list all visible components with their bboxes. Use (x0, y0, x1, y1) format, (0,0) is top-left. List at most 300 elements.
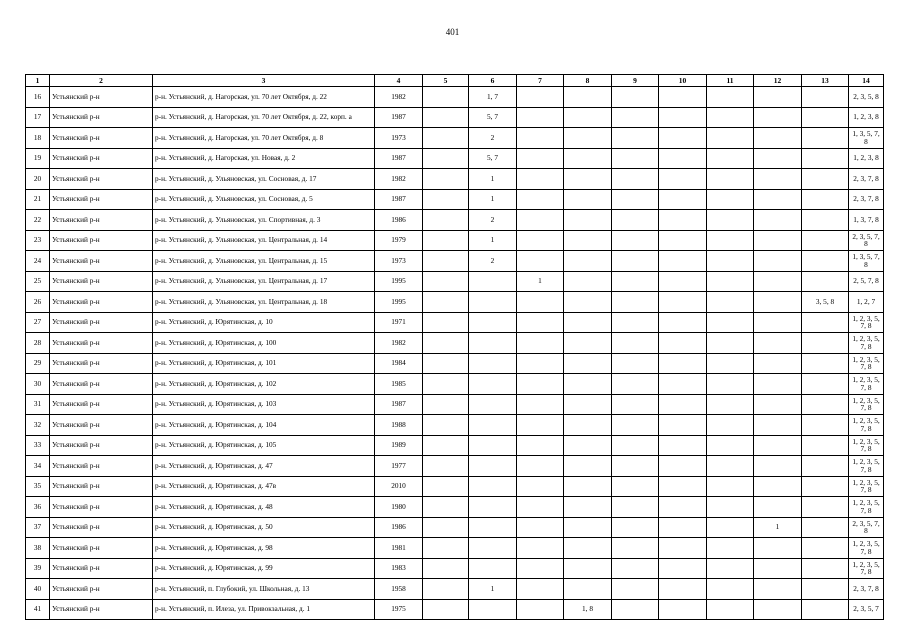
table-cell-col-14: 1, 2, 3, 5, 7, 8 (849, 333, 884, 354)
table-cell-col-6: 1 (469, 230, 517, 251)
table-cell-col-2: Устьянский р-н (50, 87, 153, 108)
table-cell-col-3: р-н. Устьянский, д. Юрятинская, д. 105 (153, 435, 375, 456)
table-cell-col-9 (612, 169, 659, 190)
table-cell-col-4: 1982 (375, 333, 423, 354)
table-row (26, 251, 884, 272)
table-cell-col-4: 1987 (375, 148, 423, 169)
table-cell-col-1: 40 (26, 579, 50, 600)
table-cell-col-10 (659, 251, 707, 272)
table-cell-col-13 (802, 497, 849, 518)
column-header-7: 7 (517, 75, 564, 87)
table-cell-col-2: Устьянский р-н (50, 415, 153, 436)
table-cell-col-10 (659, 169, 707, 190)
table-cell-col-7 (517, 456, 564, 477)
table-cell-col-13 (802, 230, 849, 251)
table-cell-col-9 (612, 476, 659, 497)
table-cell-col-8 (564, 517, 612, 538)
table-cell-col-5 (423, 353, 469, 374)
table-cell-col-11 (707, 456, 754, 477)
table-cell-col-5 (423, 107, 469, 128)
table-row (26, 579, 884, 600)
table-cell-col-3: р-н. Устьянский, д. Юрятинская, д. 104 (153, 415, 375, 436)
table-cell-col-13 (802, 210, 849, 231)
table-cell-col-8 (564, 374, 612, 395)
table-cell-col-14: 1, 2, 3, 5, 7, 8 (849, 374, 884, 395)
table-cell-col-6 (469, 394, 517, 415)
table-cell-col-8 (564, 497, 612, 518)
table-cell-col-14: 1, 3, 5, 7, 8 (849, 128, 884, 149)
table-cell-col-12 (754, 497, 802, 518)
table-cell-col-4: 1973 (375, 251, 423, 272)
table-cell-col-11 (707, 333, 754, 354)
table-cell-col-3: р-н. Устьянский, д. Юрятинская, д. 98 (153, 538, 375, 559)
table-cell-col-6 (469, 312, 517, 333)
table-cell-col-1: 37 (26, 517, 50, 538)
table-cell-col-4: 1971 (375, 312, 423, 333)
table-cell-col-11 (707, 538, 754, 559)
table-cell-col-14: 2, 5, 7, 8 (849, 271, 884, 292)
table-cell-col-1: 39 (26, 558, 50, 579)
table-cell-col-9 (612, 456, 659, 477)
table-cell-col-10 (659, 230, 707, 251)
table-cell-col-6 (469, 517, 517, 538)
table-cell-col-2: Устьянский р-н (50, 271, 153, 292)
table-cell-col-5 (423, 538, 469, 559)
table-cell-col-3: р-н. Устьянский, д. Ульяновская, ул. Центральная, д. 18 (153, 292, 375, 313)
table-cell-col-5 (423, 312, 469, 333)
table-cell-col-11 (707, 87, 754, 108)
table-cell-col-13 (802, 579, 849, 600)
table-cell-col-7 (517, 189, 564, 210)
table-cell-col-1: 18 (26, 128, 50, 149)
table-cell-col-1: 25 (26, 271, 50, 292)
table-cell-col-12 (754, 394, 802, 415)
table-cell-col-9 (612, 517, 659, 538)
table-cell-col-1: 28 (26, 333, 50, 354)
table-cell-col-6: 2 (469, 128, 517, 149)
table-cell-col-7 (517, 353, 564, 374)
table-cell-col-4: 1981 (375, 538, 423, 559)
table-cell-col-12 (754, 374, 802, 395)
table-cell-col-3: р-н. Устьянский, д. Ульяновская, ул. Центральная, д. 14 (153, 230, 375, 251)
table-cell-col-5 (423, 497, 469, 518)
table-cell-col-14: 1, 2, 3, 5, 7, 8 (849, 476, 884, 497)
table-cell-col-6 (469, 599, 517, 620)
table-cell-col-5 (423, 415, 469, 436)
table-cell-col-3: р-н. Устьянский, д. Нагорская, ул. 70 лет Октября, д. 22, корп. а (153, 107, 375, 128)
table-cell-col-4: 1975 (375, 599, 423, 620)
table-cell-col-7 (517, 374, 564, 395)
table-body (26, 87, 884, 620)
column-header-5: 5 (423, 75, 469, 87)
table-cell-col-9 (612, 333, 659, 354)
table-cell-col-12 (754, 210, 802, 231)
table-cell-col-4: 1987 (375, 107, 423, 128)
table-cell-col-14: 1, 2, 3, 8 (849, 107, 884, 128)
table-cell-col-1: 27 (26, 312, 50, 333)
table-cell-col-5 (423, 599, 469, 620)
table-cell-col-4: 1988 (375, 415, 423, 436)
table-cell-col-13 (802, 251, 849, 272)
table-cell-col-13 (802, 128, 849, 149)
table-cell-col-4: 1987 (375, 394, 423, 415)
table-cell-col-6 (469, 353, 517, 374)
table-cell-col-3: р-н. Устьянский, д. Юрятинская, д. 103 (153, 394, 375, 415)
table-cell-col-2: Устьянский р-н (50, 292, 153, 313)
table-cell-col-1: 24 (26, 251, 50, 272)
table-cell-col-8 (564, 128, 612, 149)
table-cell-col-13 (802, 517, 849, 538)
table-cell-col-4: 1986 (375, 210, 423, 231)
table-cell-col-4: 1958 (375, 579, 423, 600)
column-header-9: 9 (612, 75, 659, 87)
table-cell-col-2: Устьянский р-н (50, 435, 153, 456)
table-cell-col-2: Устьянский р-н (50, 374, 153, 395)
table-header-row (26, 75, 884, 87)
table-cell-col-9 (612, 230, 659, 251)
table-cell-col-14: 1, 2, 3, 5, 7, 8 (849, 353, 884, 374)
table-cell-col-11 (707, 107, 754, 128)
table-cell-col-2: Устьянский р-н (50, 128, 153, 149)
table-cell-col-9 (612, 312, 659, 333)
table-cell-col-10 (659, 538, 707, 559)
table-cell-col-7 (517, 87, 564, 108)
table-cell-col-5 (423, 87, 469, 108)
table-cell-col-9 (612, 107, 659, 128)
table-cell-col-1: 32 (26, 415, 50, 436)
table-cell-col-4: 1980 (375, 497, 423, 518)
table-cell-col-13 (802, 599, 849, 620)
table-cell-col-11 (707, 558, 754, 579)
table-cell-col-4: 1982 (375, 87, 423, 108)
table-cell-col-10 (659, 394, 707, 415)
table-cell-col-10 (659, 292, 707, 313)
table-cell-col-13 (802, 558, 849, 579)
table-cell-col-3: р-н. Устьянский, д. Нагорская, ул. 70 лет Октября, д. 22 (153, 87, 375, 108)
table-cell-col-8 (564, 456, 612, 477)
table-cell-col-12 (754, 599, 802, 620)
table-cell-col-2: Устьянский р-н (50, 148, 153, 169)
table-cell-col-14: 1, 2, 3, 5, 7, 8 (849, 456, 884, 477)
table-cell-col-8 (564, 435, 612, 456)
table-cell-col-9 (612, 128, 659, 149)
table-cell-col-2: Устьянский р-н (50, 497, 153, 518)
table-cell-col-12 (754, 271, 802, 292)
table-cell-col-10 (659, 579, 707, 600)
table-cell-col-7 (517, 476, 564, 497)
table-cell-col-1: 17 (26, 107, 50, 128)
table-cell-col-8 (564, 148, 612, 169)
table-cell-col-5 (423, 558, 469, 579)
table-cell-col-2: Устьянский р-н (50, 251, 153, 272)
table-cell-col-2: Устьянский р-н (50, 394, 153, 415)
column-header-3: 3 (153, 75, 375, 87)
table-cell-col-9 (612, 271, 659, 292)
table-cell-col-7 (517, 497, 564, 518)
table-cell-col-6: 1, 7 (469, 87, 517, 108)
table-cell-col-4: 2010 (375, 476, 423, 497)
table-cell-col-3: р-н. Устьянский, п. Глубокий, ул. Школьная, д. 13 (153, 579, 375, 600)
table-cell-col-9 (612, 189, 659, 210)
table-cell-col-8 (564, 538, 612, 559)
table-cell-col-9 (612, 435, 659, 456)
table-cell-col-5 (423, 456, 469, 477)
table-cell-col-2: Устьянский р-н (50, 558, 153, 579)
table-cell-col-5 (423, 579, 469, 600)
table-row (26, 148, 884, 169)
table-cell-col-6: 1 (469, 169, 517, 190)
table-cell-col-14: 1, 2, 7 (849, 292, 884, 313)
table-cell-col-2: Устьянский р-н (50, 333, 153, 354)
table-cell-col-12 (754, 128, 802, 149)
table-cell-col-6 (469, 292, 517, 313)
table-cell-col-9 (612, 374, 659, 395)
table-cell-col-11 (707, 374, 754, 395)
table-cell-col-6 (469, 558, 517, 579)
table-cell-col-3: р-н. Устьянский, д. Ульяновская, ул. Центральная, д. 15 (153, 251, 375, 272)
table-cell-col-14: 1, 2, 3, 5, 7, 8 (849, 394, 884, 415)
table-cell-col-1: 26 (26, 292, 50, 313)
table-cell-col-7 (517, 169, 564, 190)
table-row (26, 353, 884, 374)
table-cell-col-5 (423, 169, 469, 190)
table-cell-col-5 (423, 251, 469, 272)
table-cell-col-10 (659, 435, 707, 456)
table-row (26, 517, 884, 538)
table-cell-col-3: р-н. Устьянский, д. Юрятинская, д. 101 (153, 353, 375, 374)
table-cell-col-14: 2, 3, 5, 7, 8 (849, 517, 884, 538)
table-row (26, 374, 884, 395)
table-cell-col-13 (802, 333, 849, 354)
table-cell-col-4: 1983 (375, 558, 423, 579)
table-cell-col-12 (754, 251, 802, 272)
table-cell-col-3: р-н. Устьянский, д. Ульяновская, ул. Сосновая, д. 17 (153, 169, 375, 190)
table-cell-col-10 (659, 271, 707, 292)
table-cell-col-12 (754, 456, 802, 477)
table-cell-col-8 (564, 251, 612, 272)
table-cell-col-10 (659, 87, 707, 108)
table-cell-col-1: 38 (26, 538, 50, 559)
table-cell-col-5 (423, 374, 469, 395)
table-cell-col-6: 2 (469, 251, 517, 272)
table-cell-col-10 (659, 148, 707, 169)
table-cell-col-6 (469, 415, 517, 436)
table-cell-col-14: 1, 2, 3, 5, 7, 8 (849, 435, 884, 456)
table-cell-col-6: 1 (469, 579, 517, 600)
table-cell-col-5 (423, 271, 469, 292)
table-cell-col-2: Устьянский р-н (50, 517, 153, 538)
table-cell-col-10 (659, 415, 707, 436)
table-row (26, 415, 884, 436)
table-cell-col-2: Устьянский р-н (50, 230, 153, 251)
table-cell-col-7 (517, 148, 564, 169)
table-row (26, 497, 884, 518)
table-cell-col-3: р-н. Устьянский, д. Юрятинская, д. 10 (153, 312, 375, 333)
table-cell-col-3: р-н. Устьянский, д. Юрятинская, д. 47 (153, 456, 375, 477)
table-row (26, 107, 884, 128)
table-cell-col-8 (564, 87, 612, 108)
table-cell-col-10 (659, 312, 707, 333)
table-cell-col-8 (564, 333, 612, 354)
table-cell-col-1: 29 (26, 353, 50, 374)
table-row (26, 87, 884, 108)
table-cell-col-2: Устьянский р-н (50, 107, 153, 128)
table-cell-col-8 (564, 415, 612, 436)
table-cell-col-3: р-н. Устьянский, д. Юрятинская, д. 100 (153, 333, 375, 354)
table-cell-col-11 (707, 579, 754, 600)
table-cell-col-14: 1, 2, 3, 5, 7, 8 (849, 538, 884, 559)
table-cell-col-5 (423, 517, 469, 538)
table-cell-col-13 (802, 271, 849, 292)
table-cell-col-5 (423, 333, 469, 354)
table-cell-col-11 (707, 169, 754, 190)
table-cell-col-14: 1, 3, 5, 7, 8 (849, 251, 884, 272)
table-cell-col-14: 1, 3, 7, 8 (849, 210, 884, 231)
table-cell-col-7 (517, 579, 564, 600)
table-cell-col-6: 1 (469, 189, 517, 210)
table-cell-col-3: р-н. Устьянский, д. Ульяновская, ул. Центральная, д. 17 (153, 271, 375, 292)
column-header-8: 8 (564, 75, 612, 87)
table-cell-col-13 (802, 476, 849, 497)
table-cell-col-1: 20 (26, 169, 50, 190)
table-cell-col-9 (612, 538, 659, 559)
table-cell-col-5 (423, 292, 469, 313)
table-cell-col-2: Устьянский р-н (50, 538, 153, 559)
table-cell-col-6 (469, 538, 517, 559)
table-cell-col-4: 1982 (375, 169, 423, 190)
table-cell-col-5 (423, 128, 469, 149)
table-cell-col-13 (802, 87, 849, 108)
table-row (26, 230, 884, 251)
table-cell-col-13 (802, 456, 849, 477)
table-cell-col-6 (469, 476, 517, 497)
table-cell-col-7 (517, 128, 564, 149)
table-cell-col-9 (612, 87, 659, 108)
table-cell-col-4: 1987 (375, 189, 423, 210)
table-cell-col-13 (802, 169, 849, 190)
table-cell-col-14: 1, 2, 3, 5, 7, 8 (849, 312, 884, 333)
table-cell-col-11 (707, 435, 754, 456)
table-cell-col-5 (423, 189, 469, 210)
table-cell-col-12 (754, 579, 802, 600)
table-cell-col-11 (707, 312, 754, 333)
table-cell-col-11 (707, 292, 754, 313)
column-header-11: 11 (707, 75, 754, 87)
table-cell-col-13 (802, 415, 849, 436)
table-cell-col-1: 21 (26, 189, 50, 210)
table-cell-col-13 (802, 312, 849, 333)
table-row (26, 538, 884, 559)
table-cell-col-11 (707, 271, 754, 292)
table-cell-col-3: р-н. Устьянский, д. Ульяновская, ул. Сосновая, д. 5 (153, 189, 375, 210)
table-cell-col-12 (754, 558, 802, 579)
column-header-4: 4 (375, 75, 423, 87)
table-cell-col-2: Устьянский р-н (50, 210, 153, 231)
table-cell-col-12 (754, 353, 802, 374)
table-cell-col-10 (659, 210, 707, 231)
table-cell-col-14: 2, 3, 5, 7, 8 (849, 230, 884, 251)
table-cell-col-10 (659, 128, 707, 149)
table-cell-col-11 (707, 394, 754, 415)
table-cell-col-2: Устьянский р-н (50, 476, 153, 497)
table-cell-col-9 (612, 394, 659, 415)
table-cell-col-13 (802, 148, 849, 169)
table-cell-col-11 (707, 148, 754, 169)
table-cell-col-3: р-н. Устьянский, п. Илеза, ул. Привокзальная, д. 1 (153, 599, 375, 620)
table-cell-col-10 (659, 374, 707, 395)
table-cell-col-9 (612, 579, 659, 600)
table-cell-col-1: 23 (26, 230, 50, 251)
column-header-12: 12 (754, 75, 802, 87)
column-header-10: 10 (659, 75, 707, 87)
table-cell-col-9 (612, 353, 659, 374)
table-cell-col-7 (517, 312, 564, 333)
column-header-1: 1 (26, 75, 50, 87)
table-cell-col-8 (564, 230, 612, 251)
table-cell-col-1: 41 (26, 599, 50, 620)
table-cell-col-11 (707, 415, 754, 436)
table-cell-col-8 (564, 579, 612, 600)
table-cell-col-13 (802, 189, 849, 210)
table-cell-col-14: 2, 3, 7, 8 (849, 189, 884, 210)
column-header-13: 13 (802, 75, 849, 87)
table-cell-col-4: 1986 (375, 517, 423, 538)
table-cell-col-6: 2 (469, 210, 517, 231)
table-cell-col-7 (517, 415, 564, 436)
table-cell-col-14: 1, 2, 3, 5, 7, 8 (849, 497, 884, 518)
table-cell-col-13 (802, 353, 849, 374)
table-cell-col-10 (659, 599, 707, 620)
table-cell-col-8 (564, 312, 612, 333)
table-cell-col-3: р-н. Устьянский, д. Юрятинская, д. 47в (153, 476, 375, 497)
table-cell-col-14: 2, 3, 5, 8 (849, 87, 884, 108)
table-cell-col-3: р-н. Устьянский, д. Юрятинская, д. 50 (153, 517, 375, 538)
column-header-2: 2 (50, 75, 153, 87)
table-cell-col-7 (517, 435, 564, 456)
table-cell-col-10 (659, 558, 707, 579)
table-cell-col-8 (564, 189, 612, 210)
table-cell-col-7 (517, 599, 564, 620)
table-cell-col-4: 1985 (375, 374, 423, 395)
table-row (26, 394, 884, 415)
table-cell-col-7 (517, 230, 564, 251)
table-cell-col-9 (612, 558, 659, 579)
table-cell-col-8 (564, 107, 612, 128)
table-cell-col-5 (423, 230, 469, 251)
table-cell-col-3: р-н. Устьянский, д. Юрятинская, д. 99 (153, 558, 375, 579)
table-cell-col-6 (469, 435, 517, 456)
table-cell-col-4: 1984 (375, 353, 423, 374)
table-cell-col-2: Устьянский р-н (50, 312, 153, 333)
table-cell-col-4: 1979 (375, 230, 423, 251)
table-cell-col-14: 2, 3, 5, 7 (849, 599, 884, 620)
table-cell-col-9 (612, 292, 659, 313)
table-cell-col-8 (564, 394, 612, 415)
table-cell-col-6: 5, 7 (469, 107, 517, 128)
table-cell-col-8 (564, 169, 612, 190)
table-cell-col-13 (802, 538, 849, 559)
table-row (26, 169, 884, 190)
table-cell-col-12 (754, 292, 802, 313)
table-cell-col-2: Устьянский р-н (50, 353, 153, 374)
table-cell-col-4: 1977 (375, 456, 423, 477)
table-cell-col-1: 33 (26, 435, 50, 456)
table-cell-col-2: Устьянский р-н (50, 599, 153, 620)
table-cell-col-5 (423, 148, 469, 169)
table-cell-col-5 (423, 394, 469, 415)
table-cell-col-8 (564, 210, 612, 231)
housing-registry-table (25, 74, 884, 620)
